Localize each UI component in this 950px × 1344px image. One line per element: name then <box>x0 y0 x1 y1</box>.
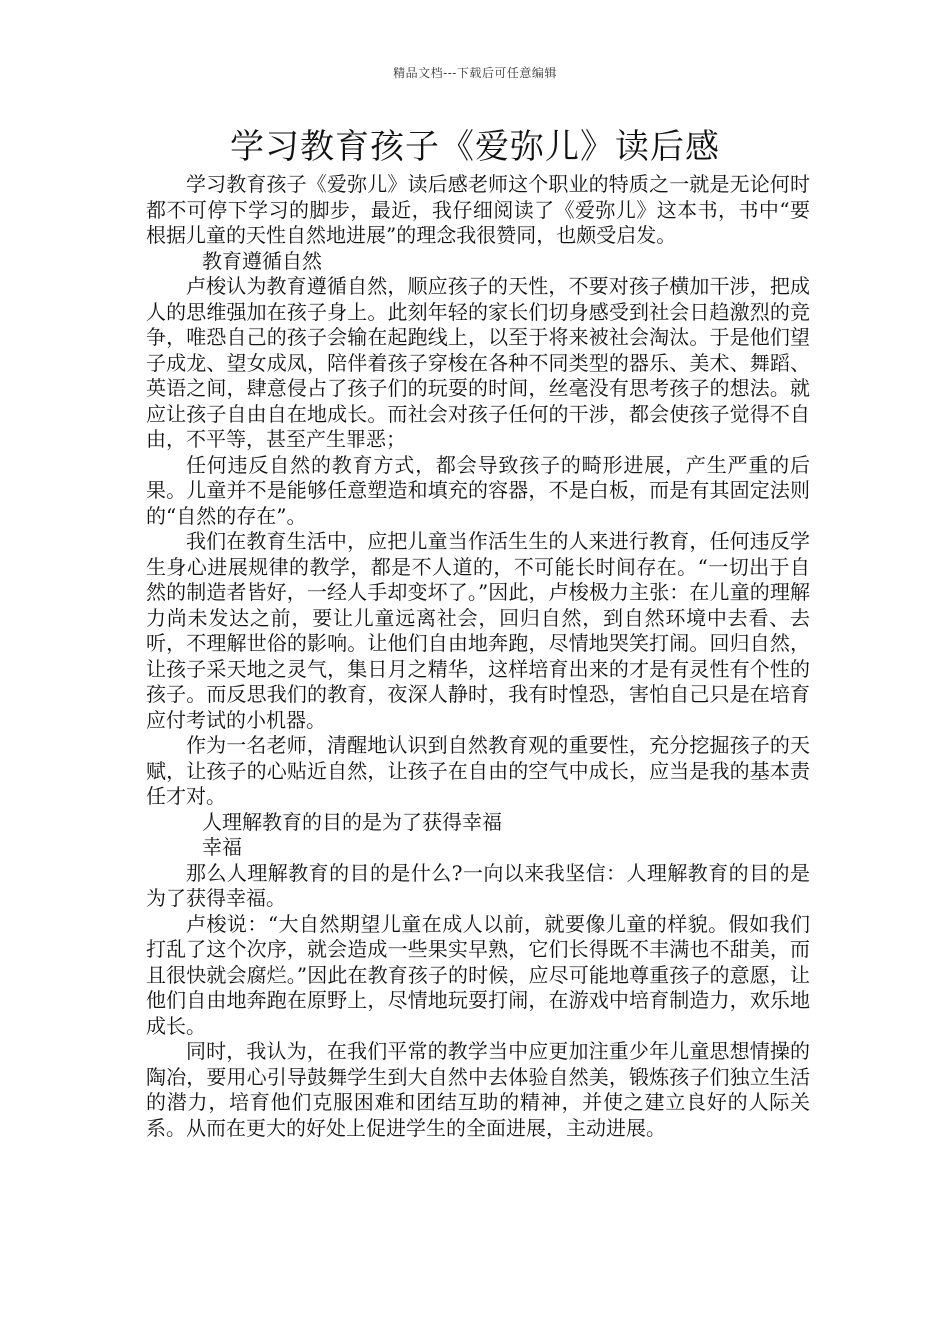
paragraph: 卢梭认为教育遵循自然，顺应孩子的天性，不要对孩子横加干涉，把成人的思维强加在孩子身上。此刻年轻的家长们切身感受到社会日趋激烈的竞争，唯恐自己的孩子会输在起跑线上，以至于将来被社会淘汰。于是他们望子成龙、望女成凤，陪伴着孩子穿梭在各种不同类型的器乐、美术、舞蹈、英语之间，肆意侵占了孩子们的玩耍的时间，丝毫没有思考孩子的想法。就应让孩子自由自在地成长。而社会对孩子任何的干涉，都会使孩子觉得不自由，不平等，甚至产生罪恶； <box>146 274 810 451</box>
header-note: 精品文档---下载后可任意编辑 <box>393 66 557 80</box>
section-heading-happiness: 人理解教育的目的是为了获得幸福 <box>202 809 502 834</box>
paragraph: 作为一名老师，清醒地认识到自然教育观的重要性，充分挖掘孩子的天赋，让孩子的心贴近自然，让孩子在自由的空气中成长，应当是我的基本责任才对。 <box>146 733 810 808</box>
paragraph: 那么人理解教育的目的是什么?一向以来我坚信：人理解教育的目的是为了获得幸福。 <box>146 860 810 910</box>
article-body <box>146 172 810 1141</box>
paragraph: 任何违反自然的教育方式，都会导致孩子的畸形进展，产生严重的后果。儿童并不是能够任意塑造和填充的容器，不是白板，而是有其固定法则的“自然的存在”。 <box>146 452 810 528</box>
section-heading-nature: 教育遵循自然 <box>202 248 322 273</box>
paragraph: 同时，我认为，在我们平常的教学当中应更加注重少年儿童思想情操的陶冶，要用心引导鼓舞学生到大自然中去体验自然美，锻炼孩子们独立生活的潜力，培育他们克服困难和团结互助的精神，并使之建立良好的人际关系。从而在更大的好处上促进学生的全面进展，主动进展。 <box>146 1039 810 1140</box>
paragraph: 我们在教育生活中，应把儿童当作活生生的人来进行教育，任何违反学生身心进展规律的教学，都是不人道的，不可能长时间存在。“一切出于自然的制造者皆好，一经人手却变坏了。”因此，卢梭极力主张：在儿童的理解力尚未发达之前，要让儿童远离社会，回归自然，到自然环境中去看、去听，不理解世俗的影响。让他们自由地奔跑，尽情地哭笑打闹。回归自然，让孩子采天地之灵气，集日月之精华，这样培育出来的才是有灵性有个性的孩子。而反思我们的教育，夜深人静时，我有时惶恐，害怕自己只是在培育应付考试的小机器。 <box>146 529 810 732</box>
section-subheading: 幸福 <box>202 835 242 859</box>
paragraph-intro: 学习教育孩子《爱弥儿》读后感老师这个职业的特质之一就是无论何时都不可停下学习的脚步，最近，我仔细阅读了《爱弥儿》这本书，书中“要根据儿童的天性自然地进展”的理念我很赞同，也颇受启发。 <box>146 172 810 247</box>
paragraph: 卢梭说：“大自然期望儿童在成人以前，就要像儿童的样貌。假如我们打乱了这个次序，就会造成一些果实早熟，它们长得既不丰满也不甜美，而且很快就会腐烂。”因此在教育孩子的时候，应尽可能地尊重孩子的意愿，让他们自由地奔跑在原野上，尽情地玩耍打闹，在游戏中培育制造力，欢乐地成长。 <box>146 911 810 1038</box>
page-title: 学习教育孩子《爱弥儿》读后感 <box>230 127 720 167</box>
